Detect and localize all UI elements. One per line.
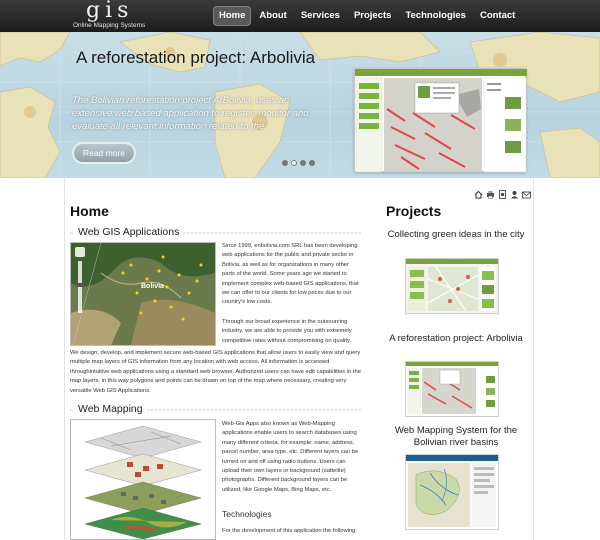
projects-heading: Projects xyxy=(386,203,442,219)
green-ideas-thumbnail xyxy=(406,259,498,313)
project-thumbnail[interactable] xyxy=(405,454,499,530)
map-layers-image xyxy=(71,420,215,539)
share-icon[interactable] xyxy=(510,186,519,195)
project-thumbnail[interactable] xyxy=(405,361,499,417)
layers-illustration[interactable] xyxy=(70,419,216,540)
technologies-paragraph: For the development of this application the following xyxy=(222,528,356,534)
slide-dot[interactable] xyxy=(300,160,306,166)
design-paragraph: We design, develop, and implement secure web-based GIS applications that allow users to easily view and query multiple map layers of GIS information from any location with web access. All information is accessed throughintuitive web applications using a standard web browser. Authorized users can have edit capabilities in the map layers, in this way polygons and points can be drawn on top of the map where necessary, creating very versatile Web GIS Applications. xyxy=(70,350,361,394)
nav-home[interactable]: Home xyxy=(213,6,251,26)
slide-dot[interactable] xyxy=(309,160,315,166)
section-title: Web Mapping xyxy=(74,403,147,415)
river-basins-thumbnail xyxy=(406,455,498,529)
section-heading-web-gis xyxy=(70,227,362,239)
page-tools xyxy=(474,186,531,195)
page-title: Home xyxy=(70,203,109,219)
slider-dots xyxy=(282,160,315,166)
arbolivia-thumbnail xyxy=(406,362,498,416)
slide-dot[interactable] xyxy=(282,160,288,166)
email-icon[interactable] xyxy=(522,186,531,195)
intro-paragraph: Since 1999, enbolivia.com SRL has been developing web applications for the public and private sector in Bolivia, as well as for organizations in many other parts of the world. Some years ago we started to implement complex web-based GIS applications, that we can offer to our clients for low prices due to our country's low costs. xyxy=(222,243,359,306)
pdf-icon[interactable] xyxy=(498,186,507,195)
nav-about[interactable]: About xyxy=(259,10,287,21)
map-place-label: Bolivia xyxy=(141,283,164,290)
satellite-map-image xyxy=(71,243,215,345)
logo-tagline: Online Mapping Systems xyxy=(73,22,146,29)
main-nav xyxy=(213,6,521,26)
hero-banner xyxy=(0,32,600,178)
project-title[interactable] xyxy=(386,229,526,241)
banner-screenshot[interactable] xyxy=(354,68,526,172)
banner-title: A reforestation project: Arbolivia xyxy=(76,48,316,67)
home-icon[interactable] xyxy=(474,186,483,195)
nav-contact[interactable]: Contact xyxy=(479,10,516,21)
outsourcing-paragraph: Through our broad experience in the outsourcing industry, we are able to provide you with extremely competitive rates without compromising on quality. xyxy=(222,319,352,344)
web-mapping-paragraph: Web-Gis Apps also known as Web-Mapping applications enable users to search databases using many different criteria, for example: name, address, parcel number, area type, etc. Different layers can be turned on and off using radio buttons. Users can upload their own layers or background (sattelite) photographs. Different background layers can be utilized, like Google Maps, Bing Maps, etc. xyxy=(222,421,359,493)
top-header xyxy=(0,0,600,32)
nav-services[interactable]: Services xyxy=(300,10,340,21)
nav-projects[interactable]: Projects xyxy=(353,10,392,21)
project-thumbnail[interactable] xyxy=(405,258,499,314)
logo-word: gis xyxy=(86,0,134,23)
read-more-button[interactable]: Read more xyxy=(72,142,136,164)
project-title-text: Collecting green ideas in the city xyxy=(387,229,525,240)
section-heading-web-mapping xyxy=(70,404,362,416)
project-title-text: Web Mapping System for the Bolivian river basins xyxy=(394,425,518,448)
bolivia-satellite-map[interactable] xyxy=(70,242,216,346)
project-title[interactable] xyxy=(386,425,526,449)
nav-technologies[interactable]: Technologies xyxy=(405,10,466,21)
banner-text: The Bolivian reforestation project ArBolivia, uses an extensive web based application to register, monitor and evaluate all relevant information related to the xyxy=(72,95,309,132)
section-title: Web GIS Applications xyxy=(74,226,183,238)
arbolivia-app-screenshot xyxy=(355,69,527,173)
project-title[interactable] xyxy=(386,333,526,345)
site-logo[interactable] xyxy=(72,0,146,32)
project-title-text: A reforestation project: Arbolivia xyxy=(389,333,523,344)
slide-dot-current[interactable] xyxy=(291,160,297,166)
technologies-subheading: Technologies xyxy=(222,509,272,519)
print-icon[interactable] xyxy=(486,186,495,195)
